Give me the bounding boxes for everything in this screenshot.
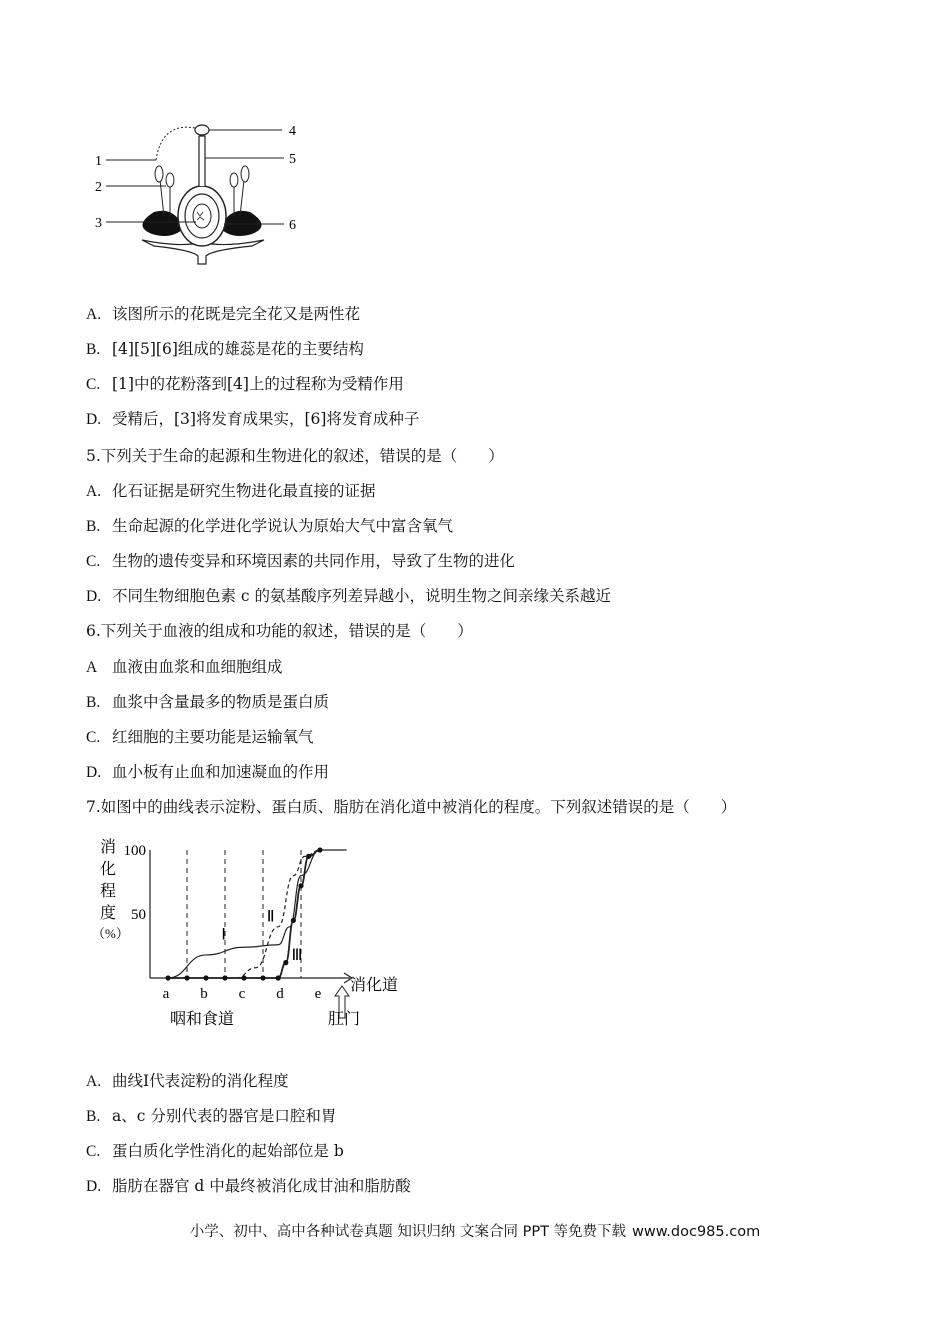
data-point — [260, 975, 265, 980]
option-letter: A — [86, 659, 98, 676]
series-label: Ⅱ — [266, 908, 275, 926]
q4-option-c — [86, 374, 404, 395]
option-letter: D. — [86, 411, 102, 428]
chart-ylabel-1: 消 — [100, 837, 117, 856]
q6-option-d — [86, 762, 329, 783]
data-point — [276, 975, 281, 980]
option-letter: B. — [86, 518, 101, 535]
digestion-chart — [92, 832, 412, 1037]
option-letter: A. — [86, 483, 102, 500]
x-tick-label: e — [314, 986, 322, 1002]
flower-label-4: 4 — [289, 124, 296, 139]
option-text: 曲线Ⅰ代表淀粉的消化程度 — [112, 1072, 289, 1090]
q7-option-c — [86, 1141, 344, 1162]
q7-option-a — [86, 1071, 289, 1092]
x-tick-label: c — [238, 986, 246, 1002]
page-footer — [0, 1220, 950, 1241]
option-text: 生命起源的化学进化学说认为原始大气中富含氧气 — [112, 517, 454, 535]
q5-option-d — [86, 586, 611, 607]
data-point — [317, 847, 322, 852]
option-text: [1]中的花粉落到[4]上的过程称为受精作用 — [112, 375, 404, 393]
flower-label-5: 5 — [289, 152, 296, 167]
option-text: 该图所示的花既是完全花又是两性花 — [112, 305, 361, 323]
option-text: 脂肪在器官 d 中最终被消化成甘油和脂肪酸 — [112, 1177, 411, 1195]
data-point — [165, 975, 170, 980]
option-letter: B. — [86, 1108, 101, 1125]
series-label: Ⅲ — [291, 947, 303, 965]
option-text: 血液由血浆和血细胞组成 — [112, 658, 283, 676]
option-letter: D. — [86, 588, 102, 605]
option-text: 化石证据是研究生物进化最直接的证据 — [112, 482, 376, 500]
option-text: 红细胞的主要功能是运输氧气 — [112, 728, 314, 746]
y-tick-label: 50 — [131, 907, 146, 923]
chart-ylabel-3: 程 — [100, 881, 117, 900]
data-point — [291, 918, 296, 923]
footer-url[interactable]: www.doc985.com — [632, 1224, 761, 1240]
footer-text: 小学、初中、高中各种试卷真题 知识归纳 文案合同 PPT 等免费下载 — [189, 1224, 627, 1240]
flower-label-2: 2 — [95, 180, 102, 195]
series-line — [168, 850, 347, 978]
chart-ylabel-2: 化 — [100, 859, 117, 878]
option-text: [4][5][6]组成的雄蕊是花的主要结构 — [112, 340, 364, 358]
option-text: 蛋白质化学性消化的起始部位是 b — [112, 1142, 344, 1160]
y-tick-label: 100 — [123, 843, 146, 859]
q5-option-a — [86, 481, 376, 502]
x-tick-label: d — [276, 986, 284, 1002]
chart-xlabel: 消化道 — [350, 975, 399, 994]
q5-option-c — [86, 551, 515, 572]
option-text: 血浆中含量最多的物质是蛋白质 — [112, 693, 330, 711]
x-tick-label: a — [162, 986, 170, 1002]
option-letter: B. — [86, 341, 101, 358]
q7-option-d — [86, 1176, 411, 1197]
data-point — [306, 854, 311, 859]
option-text: 生物的遗传变异和环境因素的共同作用，导致了生物的进化 — [112, 552, 516, 570]
chart-annotation-right: 肛门 — [328, 1009, 361, 1028]
option-letter: C. — [86, 1143, 101, 1160]
option-letter: B. — [86, 694, 101, 711]
q7-option-b — [86, 1106, 336, 1127]
option-letter: C. — [86, 729, 101, 746]
option-letter: D. — [86, 764, 102, 781]
data-point — [241, 975, 246, 980]
option-letter: A. — [86, 306, 102, 323]
chart-annotation-left: 咽和食道 — [170, 1009, 235, 1028]
data-point — [283, 960, 288, 965]
data-point — [203, 975, 208, 980]
q6-option-c — [86, 727, 314, 748]
option-text: 受精后，[3]将发育成果实，[6]将发育成种子 — [112, 410, 420, 428]
chart-ylabel-unit: （%） — [92, 926, 129, 941]
data-point — [222, 975, 227, 980]
option-text: 不同生物细胞色素 c 的氨基酸序列差异越小，说明生物之间亲缘关系越近 — [112, 587, 612, 605]
q4-option-a — [86, 304, 360, 325]
q6-option-a — [86, 657, 283, 678]
q4-option-d — [86, 409, 419, 430]
option-text: a、c 分别代表的器官是口腔和胃 — [112, 1107, 337, 1125]
q5-option-b — [86, 516, 453, 537]
data-point — [298, 883, 303, 888]
q6-option-b — [86, 692, 329, 713]
q6-stem: 6.下列关于血液的组成和功能的叙述，错误的是（ ） — [86, 622, 473, 640]
series-label: Ⅰ — [221, 926, 226, 944]
option-text: 血小板有止血和加速凝血的作用 — [112, 763, 330, 781]
flower-diagram — [92, 116, 312, 268]
flower-label-1: 1 — [95, 154, 102, 169]
x-tick-label: b — [200, 986, 208, 1002]
option-letter: C. — [86, 553, 101, 570]
chart-ylabel-4: 度 — [100, 903, 117, 922]
data-point — [184, 975, 189, 980]
option-letter: C. — [86, 376, 101, 393]
flower-label-6: 6 — [289, 218, 296, 233]
q4-option-b — [86, 339, 364, 360]
flower-label-3: 3 — [95, 216, 102, 231]
q5-stem: 5.下列关于生命的起源和生物进化的叙述，错误的是（ ） — [86, 447, 504, 465]
option-letter: A. — [86, 1073, 102, 1090]
q7-stem: 7.如图中的曲线表示淀粉、蛋白质、脂肪在消化道中被消化的程度。下列叙述错误的是（ ） — [86, 798, 737, 816]
option-letter: D. — [86, 1178, 102, 1195]
